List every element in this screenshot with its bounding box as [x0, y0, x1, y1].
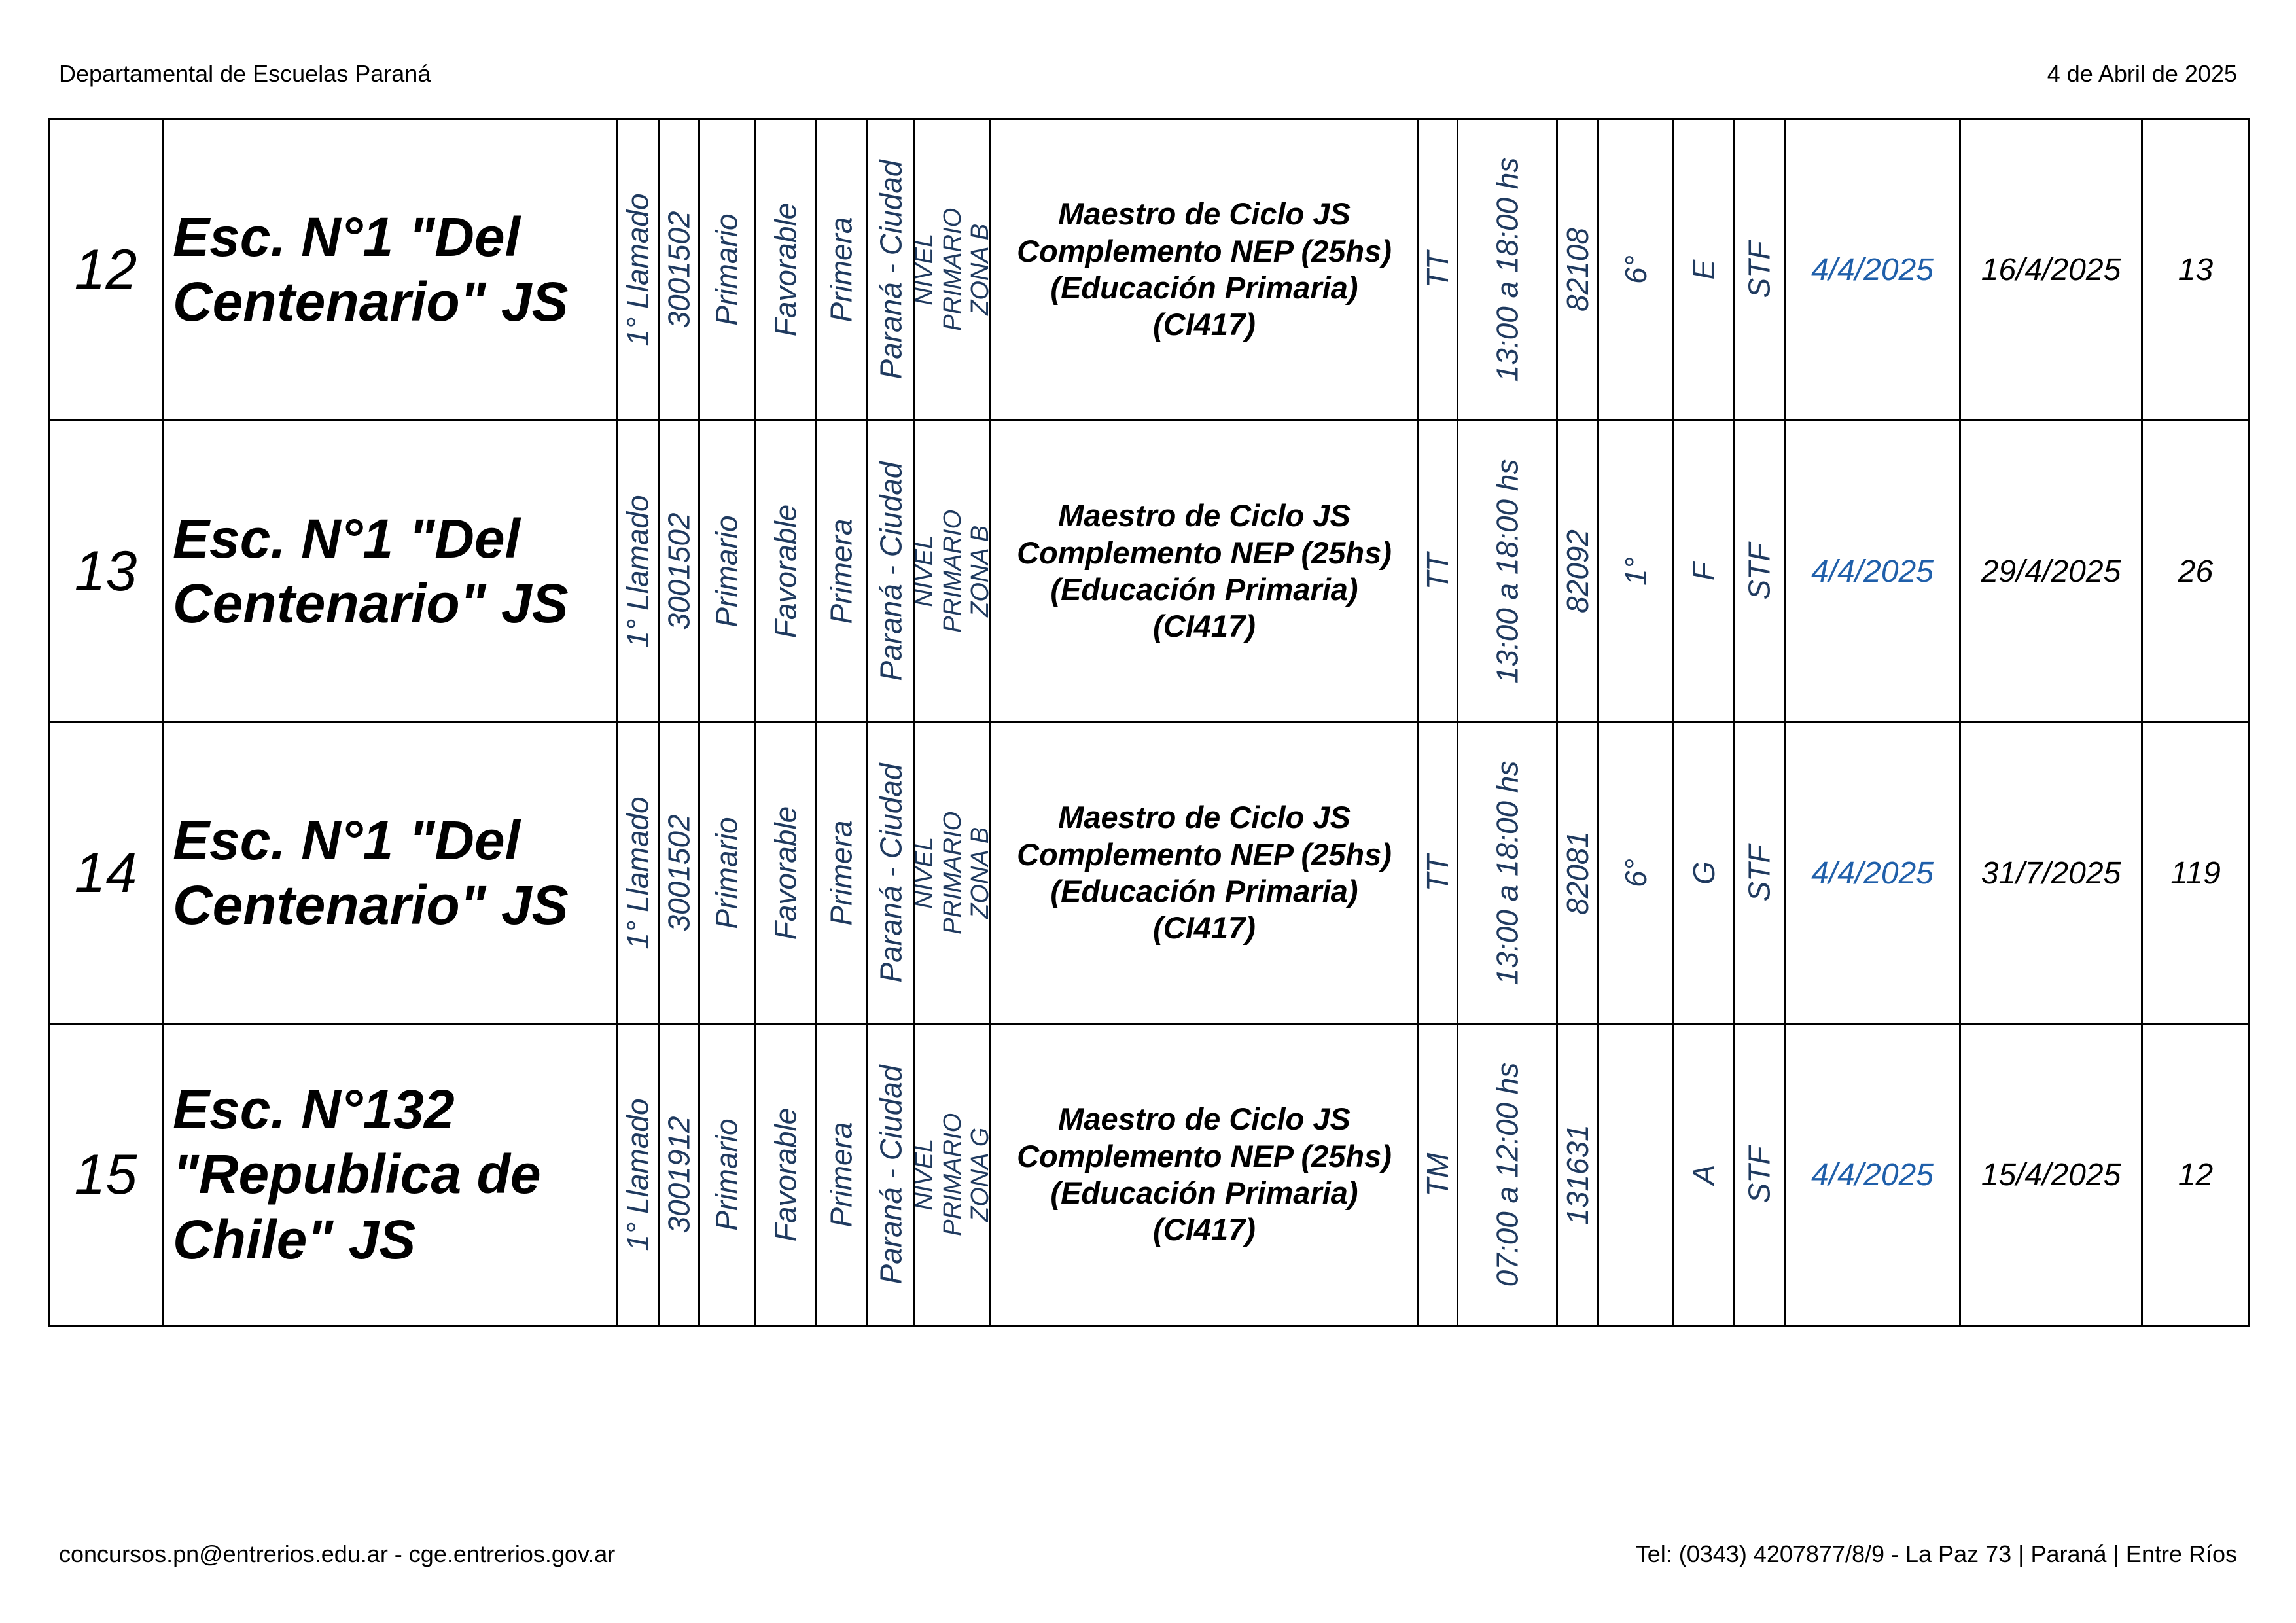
dias: 26: [2178, 554, 2214, 589]
situacion-cell: [1734, 722, 1785, 1024]
nivel-cell: [699, 119, 755, 421]
llamado: 1° Llamado: [620, 1098, 655, 1251]
row-number-cell: [49, 1024, 163, 1326]
footer-contact-email: concursos.pn@entrerios.edu.ar - cge.entrerios.gov.ar: [59, 1541, 616, 1567]
school-cell: [163, 119, 617, 421]
fecha-desde-cell: [1785, 1024, 1960, 1326]
nivel-cell: [699, 1024, 755, 1326]
turno-cell: [1419, 421, 1458, 722]
turno: TT: [1421, 552, 1455, 590]
situacion: STF: [1742, 543, 1776, 600]
header-institution: Departamental de Escuelas Paraná: [59, 60, 431, 87]
turno-cell: [1419, 119, 1458, 421]
school-code: 3001502: [662, 211, 696, 329]
turno: TT: [1421, 854, 1455, 892]
row-number-cell: [49, 421, 163, 722]
row-number-cell: [49, 119, 163, 421]
fecha-hasta-cell: [1960, 1024, 2142, 1326]
llamado-cell: [617, 722, 659, 1024]
nivel-cell: [699, 421, 755, 722]
situacion: STF: [1742, 1146, 1776, 1204]
nivel-zona-cell: [910, 421, 994, 722]
situacion-cell: [1734, 421, 1785, 722]
dias-cell: [2142, 119, 2250, 421]
fecha-hasta: 16/4/2025: [1981, 252, 2121, 287]
llamado: 1° Llamado: [620, 796, 655, 950]
row-number: 12: [74, 238, 137, 301]
code-cell: [659, 1024, 699, 1326]
school-cell: [163, 421, 617, 722]
table-row: [49, 421, 2250, 722]
dias: 13: [2178, 252, 2214, 287]
categoria-cell: [816, 1024, 868, 1326]
zona-tipo-cell: [755, 421, 816, 722]
school-code: 3001502: [662, 814, 696, 932]
turno: TT: [1421, 251, 1455, 289]
id-cell: [1557, 119, 1598, 421]
categoria-cell: [816, 119, 868, 421]
seccion: G: [1686, 861, 1721, 885]
turno: TM: [1421, 1152, 1455, 1197]
cargo-id: 82081: [1561, 831, 1595, 915]
nivel-zona: NIVEL PRIMARIO ZONA B: [910, 208, 994, 331]
llamado: 1° Llamado: [620, 193, 655, 346]
row-number: 15: [74, 1143, 137, 1206]
fecha-desde: 4/4/2025: [1811, 1157, 1934, 1192]
nivel-zona: NIVEL PRIMARIO ZONA B: [910, 812, 994, 935]
school-name: Esc. N°1 "Del Centenario" JS: [173, 809, 569, 936]
grado-cell: [1598, 722, 1674, 1024]
code-cell: [659, 722, 699, 1024]
cargo-cell: [991, 722, 1419, 1024]
row-number: 13: [74, 539, 137, 603]
horario: 13:00 a 18:00 hs: [1490, 459, 1525, 684]
nivel: Primario: [710, 515, 744, 628]
zona-tipo: Favorable: [768, 202, 802, 337]
dias-cell: [2142, 421, 2250, 722]
fecha-desde: 4/4/2025: [1811, 252, 1934, 287]
localidad-cell: [868, 722, 915, 1024]
dias-cell: [2142, 722, 2250, 1024]
cargo-id: 82092: [1561, 529, 1595, 613]
llamado-cell: [617, 119, 659, 421]
categoria: Primera: [824, 518, 858, 624]
row-number: 14: [74, 841, 137, 904]
fecha-hasta-cell: [1960, 722, 2142, 1024]
grado: 6°: [1618, 255, 1653, 284]
zona-tipo-cell: [755, 1024, 816, 1326]
llamado: 1° Llamado: [620, 495, 655, 648]
categoria-cell: [816, 421, 868, 722]
llamado-cell: [617, 421, 659, 722]
fecha-desde-cell: [1785, 421, 1960, 722]
horario: 07:00 a 12:00 hs: [1490, 1062, 1525, 1287]
turno-cell: [1419, 1024, 1458, 1326]
cargo: Maestro de Ciclo JS Complemento NEP (25hs) (Educación Primaria) (CI417): [1017, 1101, 1392, 1247]
seccion: A: [1686, 1164, 1721, 1185]
localidad-cell: [868, 1024, 915, 1326]
seccion: E: [1686, 259, 1721, 280]
grado: 6°: [1618, 859, 1653, 887]
fecha-desde-cell: [1785, 722, 1960, 1024]
horario-cell: [1458, 722, 1557, 1024]
llamado-cell: [617, 1024, 659, 1326]
dias: 12: [2178, 1157, 2214, 1192]
school-cell: [163, 1024, 617, 1326]
school-name: Esc. N°1 "Del Centenario" JS: [173, 507, 569, 634]
cargo-id: 131631: [1561, 1124, 1595, 1225]
horario-cell: [1458, 119, 1557, 421]
categoria: Primera: [824, 1122, 858, 1228]
id-cell: [1557, 722, 1598, 1024]
localidad-cell: [868, 119, 915, 421]
horario: 13:00 a 18:00 hs: [1490, 157, 1525, 382]
fecha-hasta: 15/4/2025: [1981, 1157, 2121, 1192]
seccion: F: [1686, 562, 1721, 581]
situacion-cell: [1734, 119, 1785, 421]
localidad: Paraná - Ciudad: [874, 461, 908, 681]
dias: 119: [2170, 855, 2221, 891]
nivel-zona-cell: [910, 722, 994, 1024]
fecha-hasta-cell: [1960, 119, 2142, 421]
nivel-zona: NIVEL PRIMARIO ZONA G: [910, 1113, 994, 1236]
grado-cell: [1598, 119, 1674, 421]
localidad-cell: [868, 421, 915, 722]
id-cell: [1557, 1024, 1598, 1326]
nivel-cell: [699, 722, 755, 1024]
school-code: 3001912: [662, 1116, 696, 1234]
row-number-cell: [49, 722, 163, 1024]
grado: 1°: [1618, 557, 1653, 586]
localidad: Paraná - Ciudad: [874, 160, 908, 380]
code-cell: [659, 421, 699, 722]
nivel-zona-cell: [910, 1024, 994, 1326]
grado-cell: [1598, 1024, 1674, 1326]
dias-cell: [2142, 1024, 2250, 1326]
zona-tipo-cell: [755, 119, 816, 421]
cargo-cell: [991, 421, 1419, 722]
turno-cell: [1419, 722, 1458, 1024]
localidad: Paraná - Ciudad: [874, 1065, 908, 1285]
cargo-cell: [991, 1024, 1419, 1326]
school-cell: [163, 722, 617, 1024]
fecha-hasta: 29/4/2025: [1981, 554, 2121, 589]
school-name: Esc. N°1 "Del Centenario" JS: [173, 205, 569, 332]
cargo-id: 82108: [1561, 228, 1595, 312]
localidad: Paraná - Ciudad: [874, 763, 908, 983]
nivel: Primario: [710, 213, 744, 326]
nivel-zona-cell: [910, 119, 994, 421]
table-row: [49, 1024, 2250, 1326]
school-name: Esc. N°132 "Republica de Chile" JS: [173, 1079, 541, 1270]
horario-cell: [1458, 421, 1557, 722]
footer-contact-address: Tel: (0343) 4207877/8/9 - La Paz 73 | Paraná | Entre Ríos: [1635, 1541, 2237, 1567]
fecha-desde-cell: [1785, 119, 1960, 421]
header-date: 4 de Abril de 2025: [2047, 60, 2237, 87]
grado-cell: [1598, 421, 1674, 722]
horario-cell: [1458, 1024, 1557, 1326]
fecha-desde: 4/4/2025: [1811, 554, 1934, 589]
situacion: STF: [1742, 844, 1776, 902]
seccion-cell: [1674, 119, 1734, 421]
situacion: STF: [1742, 241, 1776, 298]
zona-tipo: Favorable: [768, 806, 802, 940]
situacion-cell: [1734, 1024, 1785, 1326]
code-cell: [659, 119, 699, 421]
seccion-cell: [1674, 1024, 1734, 1326]
nivel-zona: NIVEL PRIMARIO ZONA B: [910, 510, 994, 633]
seccion-cell: [1674, 421, 1734, 722]
id-cell: [1557, 421, 1598, 722]
school-code: 3001502: [662, 512, 696, 630]
cargo: Maestro de Ciclo JS Complemento NEP (25hs) (Educación Primaria) (CI417): [1017, 196, 1392, 342]
fecha-desde: 4/4/2025: [1811, 855, 1934, 891]
zona-tipo: Favorable: [768, 1107, 802, 1242]
fecha-hasta: 31/7/2025: [1981, 855, 2121, 891]
cargo: Maestro de Ciclo JS Complemento NEP (25hs) (Educación Primaria) (CI417): [1017, 498, 1392, 644]
fecha-hasta-cell: [1960, 421, 2142, 722]
nivel: Primario: [710, 1118, 744, 1231]
horario: 13:00 a 18:00 hs: [1490, 760, 1525, 986]
table-row: [49, 119, 2250, 421]
categoria: Primera: [824, 820, 858, 926]
seccion-cell: [1674, 722, 1734, 1024]
categoria: Primera: [824, 217, 858, 323]
zona-tipo-cell: [755, 722, 816, 1024]
table-row: [49, 722, 2250, 1024]
zona-tipo: Favorable: [768, 504, 802, 639]
vacancies-table: [48, 118, 2250, 1327]
cargo-cell: [991, 119, 1419, 421]
cargo: Maestro de Ciclo JS Complemento NEP (25hs) (Educación Primaria) (CI417): [1017, 800, 1392, 946]
nivel: Primario: [710, 817, 744, 929]
categoria-cell: [816, 722, 868, 1024]
